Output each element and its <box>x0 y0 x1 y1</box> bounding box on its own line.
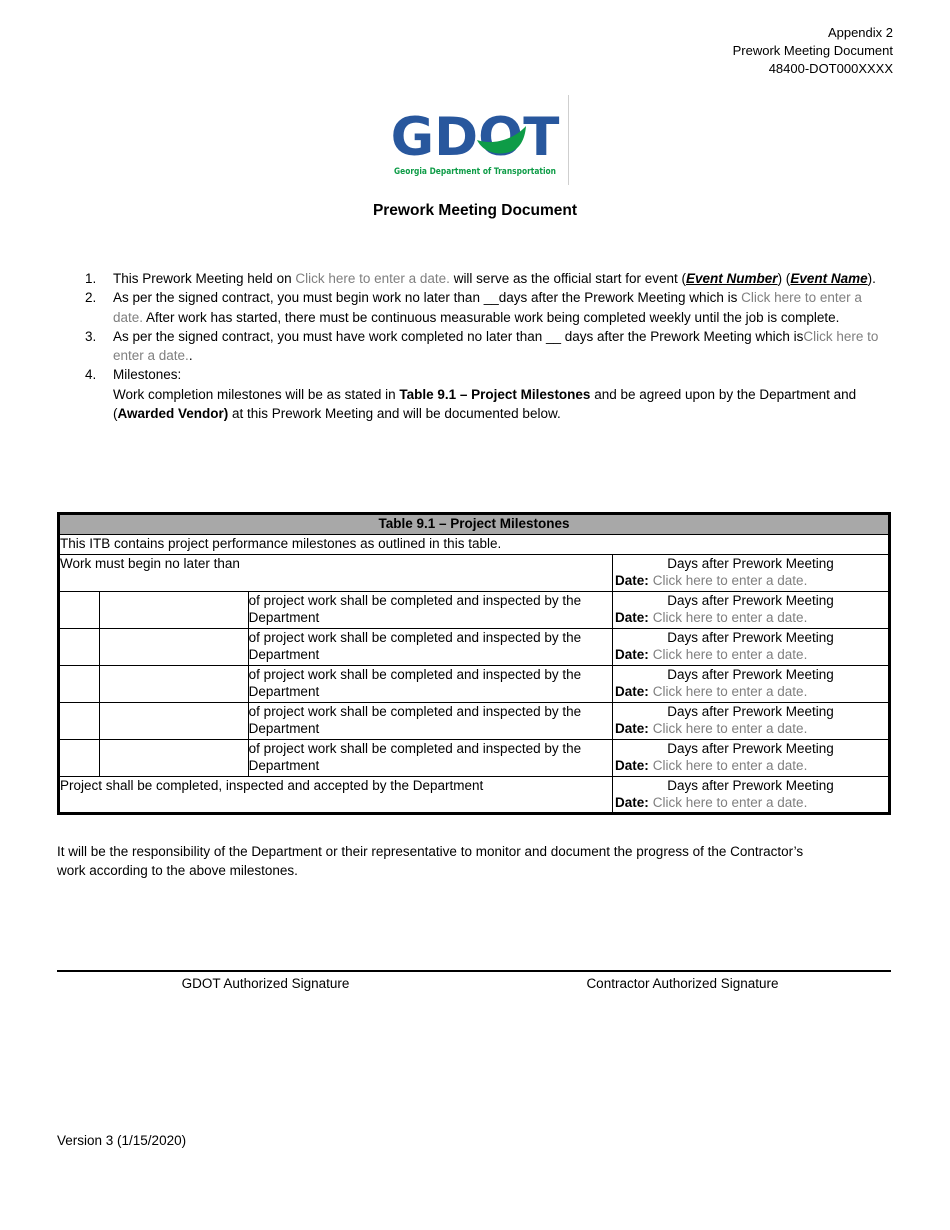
header-appendix: Appendix 2 <box>827 25 893 40</box>
date-picker-placeholder[interactable]: Click here to enter a date. <box>295 271 450 286</box>
milestone-desc-cell[interactable] <box>100 740 249 777</box>
date-label: Date: <box>614 610 649 626</box>
list-item-text <box>113 365 893 423</box>
days-after-label: Days after Prework Meeting <box>667 630 834 645</box>
milestone-date-cell <box>612 703 889 740</box>
table-intro-row <box>59 535 890 555</box>
date-picker-placeholder[interactable]: Click here to enter a date. <box>113 290 862 325</box>
version-text: Version 3 (1/15/2020) <box>57 1133 187 1148</box>
list-number: 4. <box>85 367 97 383</box>
awarded-vendor-field: Awarded Vendor) <box>117 406 229 422</box>
static-text: . <box>188 348 193 364</box>
table-title-row <box>59 514 890 535</box>
signature-labels <box>57 976 891 991</box>
days-after-label: Days after Prework Meeting <box>667 741 834 756</box>
milestone-completion-text: of project work shall be completed and inspected by the Department <box>248 703 612 740</box>
list-item-4 <box>85 365 893 423</box>
milestone-date-cell <box>612 629 889 666</box>
milestone-completion-text: of project work shall be completed and inspected by the Department <box>248 740 612 777</box>
project-milestones-table <box>57 512 891 815</box>
milestone-desc-cell[interactable] <box>100 703 249 740</box>
date-picker-placeholder[interactable]: Click here to enter a date. <box>652 721 808 737</box>
milestone-percent-cell[interactable] <box>59 666 100 703</box>
responsibility-paragraph: It will be the responsibility of the Department or their representative to monitor and document the progress of the Contractor’s work according to the above milestones. <box>57 844 804 879</box>
project-complete-row <box>59 777 890 814</box>
milestone-date-cell <box>612 666 889 703</box>
signature-line <box>57 970 891 972</box>
date-picker-placeholder[interactable]: Click here to enter a date. <box>652 573 808 589</box>
milestone-desc-cell[interactable] <box>100 592 249 629</box>
event-name-field: Event Name <box>790 271 868 286</box>
milestone-completion-text: of project work shall be completed and inspected by the Department <box>248 666 612 703</box>
static-text: As per the signed contract, you must begin work no later than __days after the Prework Meeting which is <box>113 290 742 306</box>
milestone-desc-cell[interactable] <box>100 666 249 703</box>
static-text: Work completion milestones will be as stated in <box>113 386 400 402</box>
header-doc-name: Prework Meeting Document <box>732 43 893 58</box>
table-title: Table 9.1 – Project Milestones <box>59 514 890 535</box>
milestone-date-cell <box>612 592 889 629</box>
date-picker-placeholder[interactable]: Click here to enter a date. <box>652 758 808 774</box>
numbered-list <box>85 269 893 423</box>
static-text: will serve as the official start for event ( <box>449 271 687 286</box>
static-text: ) ( <box>777 271 791 286</box>
days-after-label: Days after Prework Meeting <box>667 593 834 608</box>
milestone-row <box>59 703 890 740</box>
static-text: at this Prework Meeting and will be documented below. <box>228 406 561 422</box>
milestone-row <box>59 592 890 629</box>
list-number: 2. <box>85 290 97 306</box>
work-begin-row <box>59 555 890 592</box>
gdot-logo-caption: Georgia Department of Transportation <box>394 167 556 177</box>
milestone-row <box>59 629 890 666</box>
work-begin-label: Work must begin no later than <box>59 555 613 592</box>
date-label: Date: <box>614 647 649 663</box>
work-begin-date-cell <box>612 555 889 592</box>
date-picker-placeholder[interactable]: Click here to enter a date. <box>113 328 879 364</box>
milestones-heading: Milestones: <box>113 367 182 383</box>
event-number-field: Event Number <box>686 271 778 286</box>
static-text: and be agreed upon by the Department and ( <box>113 386 857 422</box>
list-number: 1. <box>85 271 97 286</box>
date-label: Date: <box>614 573 649 589</box>
milestone-desc-cell[interactable] <box>100 629 249 666</box>
table-reference: Table 9.1 – Project Milestones <box>399 386 591 402</box>
milestone-row <box>59 666 890 703</box>
milestone-completion-text: of project work shall be completed and inspected by the Department <box>248 592 612 629</box>
gdot-signature-label: GDOT Authorized Signature <box>181 976 350 991</box>
date-picker-placeholder[interactable]: Click here to enter a date. <box>652 795 808 811</box>
milestone-percent-cell[interactable] <box>59 740 100 777</box>
date-label: Date: <box>614 721 649 737</box>
milestone-date-cell <box>612 740 889 777</box>
milestone-percent-cell[interactable] <box>59 592 100 629</box>
list-number: 3. <box>85 328 97 344</box>
days-after-label: Days after Prework Meeting <box>667 778 834 793</box>
static-text: This Prework Meeting held on <box>113 271 296 286</box>
milestone-percent-cell[interactable] <box>59 703 100 740</box>
date-label: Date: <box>614 758 649 774</box>
logo-divider-line <box>568 95 569 185</box>
date-label: Date: <box>614 795 649 811</box>
days-after-label: Days after Prework Meeting <box>667 556 834 571</box>
gdot-logo <box>0 103 950 183</box>
static-text: As per the signed contract, you must have work completed no later than __ days after the Prework Meeting which is <box>113 328 804 344</box>
list-item-3 <box>85 327 893 366</box>
list-item-text <box>113 269 893 288</box>
list-item-2 <box>85 288 893 327</box>
project-complete-date-cell <box>612 777 889 814</box>
table-intro-text: This ITB contains project performance milestones as outlined in this table. <box>59 535 890 555</box>
date-label: Date: <box>614 684 649 700</box>
date-picker-placeholder[interactable]: Click here to enter a date. <box>652 610 808 626</box>
contractor-signature-label: Contractor Authorized Signature <box>586 976 779 991</box>
milestone-percent-cell[interactable] <box>59 629 100 666</box>
days-after-label: Days after Prework Meeting <box>667 704 834 719</box>
milestone-completion-text: of project work shall be completed and inspected by the Department <box>248 629 612 666</box>
list-item-text <box>113 288 893 327</box>
gdot-logo-acronym: GDOT <box>390 107 560 168</box>
page-title: Prework Meeting Document <box>372 202 578 219</box>
milestone-row <box>59 740 890 777</box>
static-text: After work has started, there must be continuous measurable work being completed weekly until the job is complete. <box>143 309 840 325</box>
project-complete-label: Project shall be completed, inspected and accepted by the Department <box>59 777 613 814</box>
date-picker-placeholder[interactable]: Click here to enter a date. <box>652 647 808 663</box>
header-doc-number: 48400-DOT000XXXX <box>768 61 893 76</box>
date-picker-placeholder[interactable]: Click here to enter a date. <box>652 684 808 700</box>
list-item-text <box>113 327 893 366</box>
days-after-label: Days after Prework Meeting <box>667 667 834 682</box>
project-milestones-table-wrap <box>57 512 891 815</box>
milestones-body <box>113 385 893 424</box>
gdot-logo-image <box>388 103 562 183</box>
page-header-block <box>733 24 893 78</box>
static-text: ). <box>867 271 876 286</box>
list-item-1 <box>85 269 893 288</box>
